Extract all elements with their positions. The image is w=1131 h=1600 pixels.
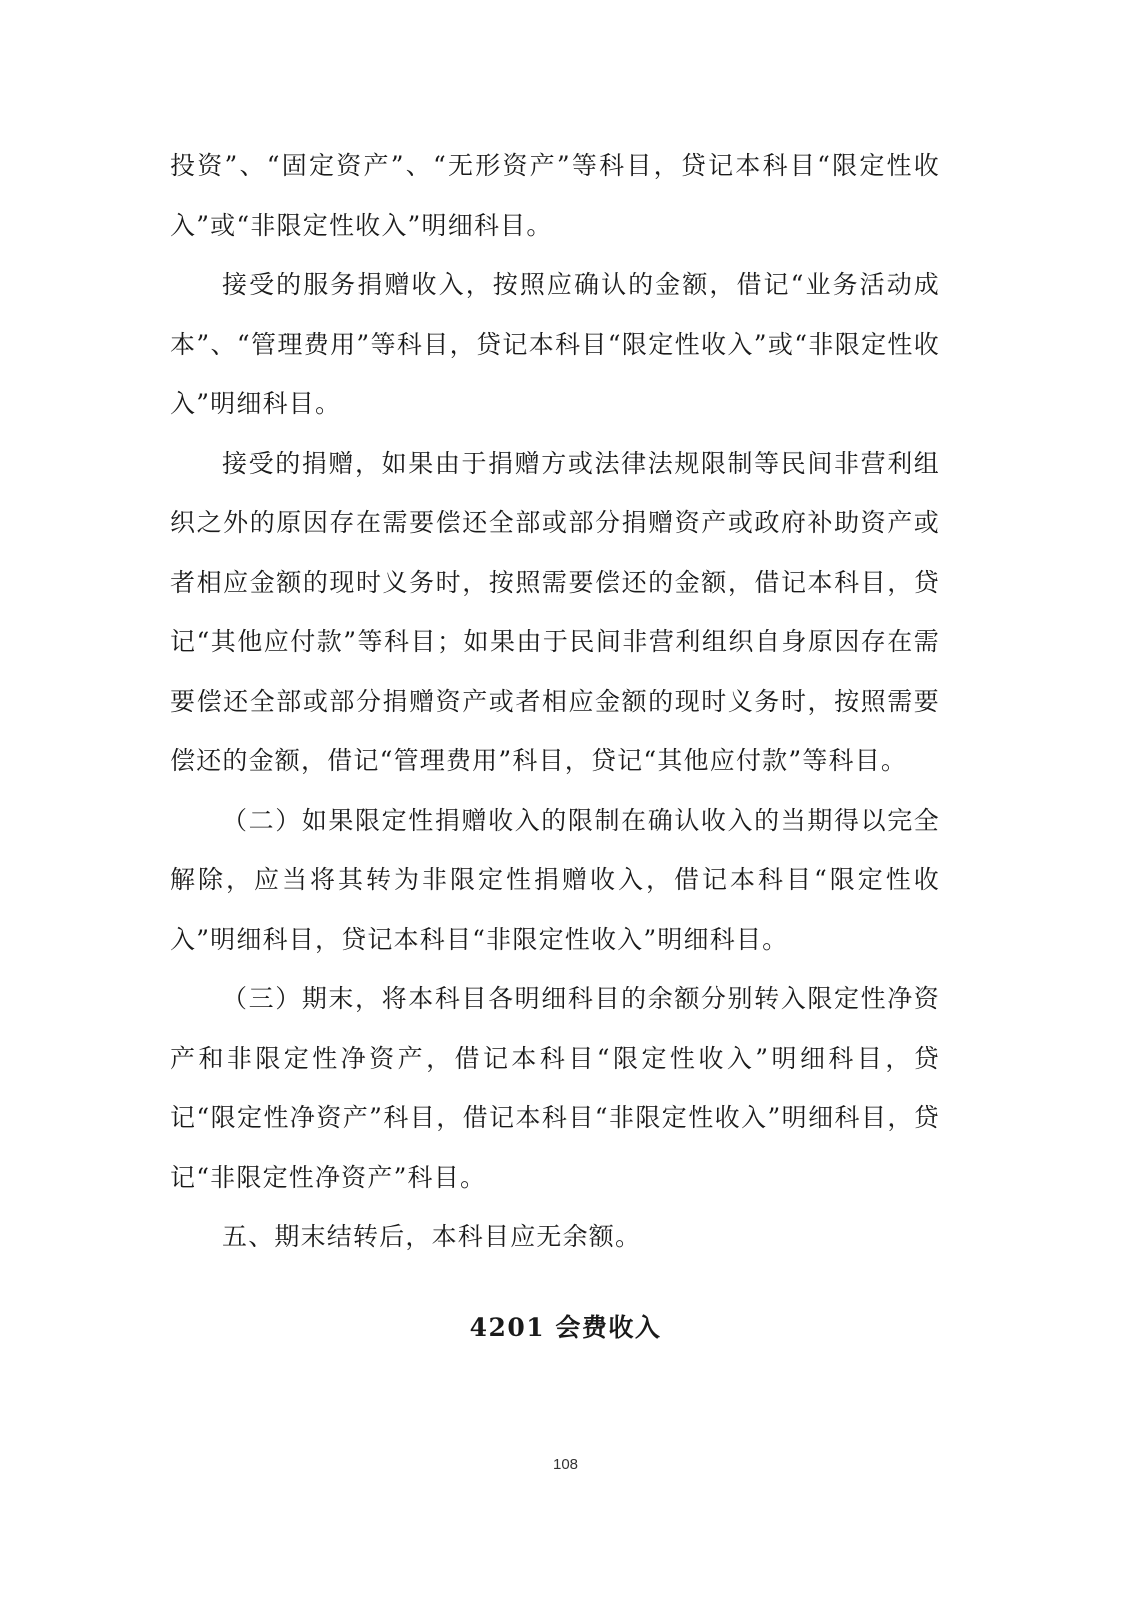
paragraph-period-end-transfer: （三）期末，将本科目各明细科目的余额分别转入限定性净资产和非限定性净资产，借记本科目“限定性收入”明细科目，贷记“限定性净资产”科目，借记本科目“非限定性收入”明细科目，贷记“非限定性净资产”科目。 <box>170 984 940 1192</box>
body-text <box>170 136 940 1267</box>
paragraph-donation-repayment: 接受的捐赠，如果由于捐赠方或法律法规限制等民间非营利组织之外的原因存在需要偿还全部或部分捐赠资产或政府补助资产或者相应金额的现时义务时，按照需要偿还的金额，借记本科目，贷记“其他应付款”等科目；如果由于民间非营利组织自身原因存在需要偿还全部或部分捐赠资产或者相应金额的现时义务时，按照需要偿还的金额，借记“管理费用”科目，贷记“其他应付款”等科目。 <box>170 448 940 775</box>
paragraph-continuation: 投资”、“固定资产”、“无形资产”等科目，贷记本科目“限定性收入”或“非限定性收入”明细科目。 <box>170 151 940 240</box>
paragraph-service-donation: 接受的服务捐赠收入，按照应确认的金额，借记“业务活动成本”、“管理费用”等科目，贷记本科目“限定性收入”或“非限定性收入”明细科目。 <box>170 270 940 418</box>
paragraph-restriction-release: （二）如果限定性捐赠收入的限制在确认收入的当期得以完全解除，应当将其转为非限定性捐赠收入，借记本科目“限定性收入”明细科目，贷记本科目“非限定性收入”明细科目。 <box>170 805 940 954</box>
section-title: 4201 会费收入 <box>469 1313 662 1342</box>
page-number: 108 <box>552 1456 579 1473</box>
paragraph-no-balance: 五、期末结转后，本科目应无余额。 <box>222 1222 642 1251</box>
